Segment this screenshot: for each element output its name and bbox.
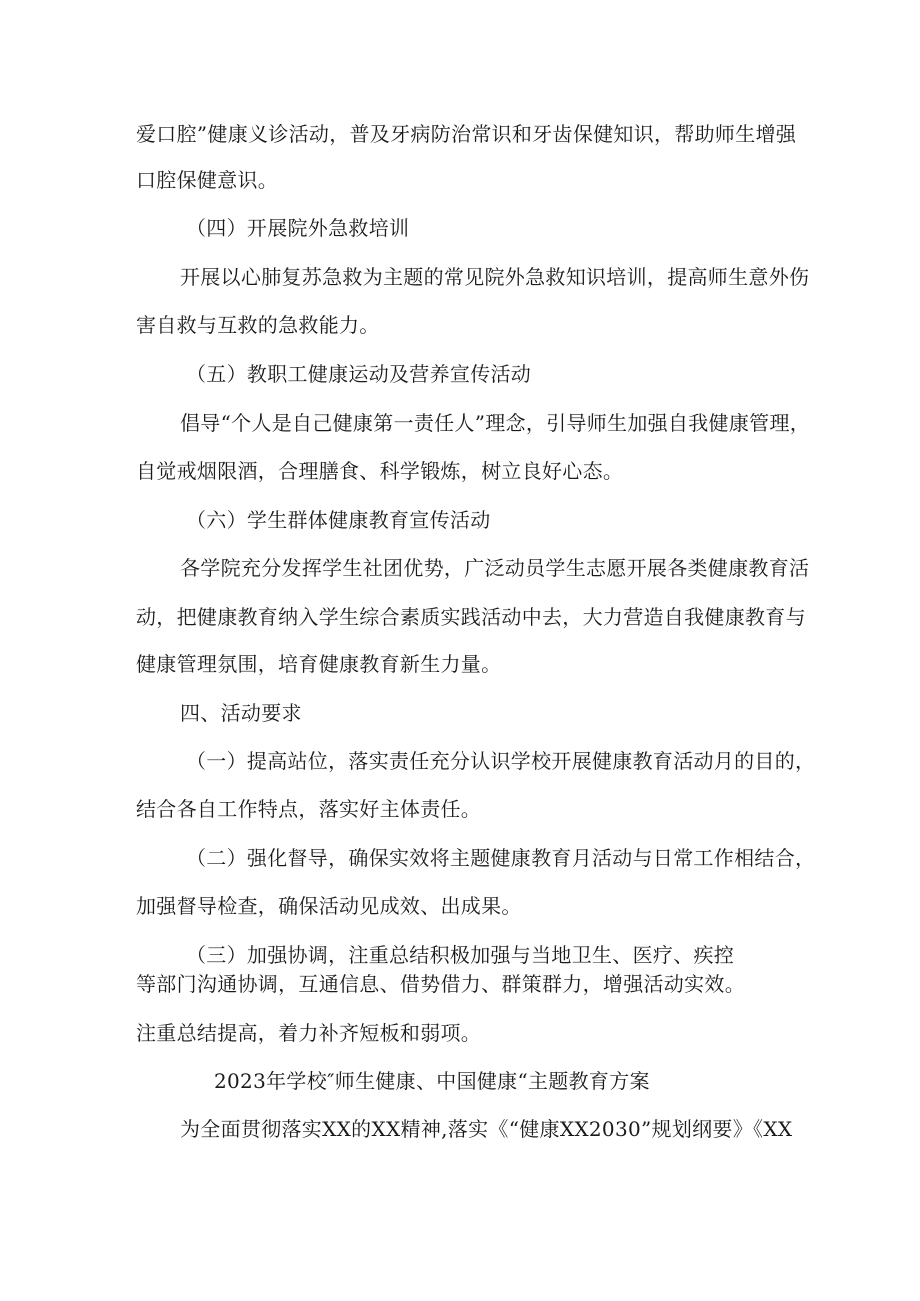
body-text-line: （二）强化督导，确保实效将主题健康教育月活动与日常工作相结合， bbox=[186, 846, 816, 870]
body-text-line: （三）加强协调，注重总结积极加强与当地卫生、医疗、疾控 bbox=[186, 943, 735, 967]
body-text-line: 加强督导检查，确保活动见成效、出成果。 bbox=[136, 894, 522, 918]
body-text-line: 开展以心肺复苏急救为主题的常见院外急救知识培训，提高师生意外伤 bbox=[180, 265, 810, 289]
body-text-line: 各学院充分发挥学生社团优势，广泛动员学生志愿开展各类健康教育活 bbox=[180, 556, 810, 580]
body-text-line: 健康管理氛围，培育健康教育新生力量。 bbox=[136, 652, 502, 676]
body-text-line: 倡导“个人是自己健康第一责任人”理念，引导师生加强自我健康管理， bbox=[180, 411, 811, 435]
section-heading: （五）教职工健康运动及营养宣传活动 bbox=[186, 362, 532, 386]
body-text-line: （一）提高站位，落实责任充分认识学校开展健康教育活动月的目的， bbox=[186, 749, 816, 773]
body-text-line: 爱口腔”健康义诊活动，普及牙病防治常识和牙齿保健知识，帮助师生增强 bbox=[136, 122, 797, 146]
document-title: 2023年学校″师生健康、中国健康“主题教育方案 bbox=[214, 1069, 650, 1093]
body-text-line: 口腔保健意识。 bbox=[136, 168, 279, 192]
body-text-line: 自觉戒烟限酒，合理膳食、科学锻炼，树立良好心态。 bbox=[136, 459, 624, 483]
section-heading: （四）开展院外急救培训 bbox=[186, 216, 410, 240]
body-text-line: 注重总结提高，着力补齐短板和弱项。 bbox=[136, 1021, 482, 1045]
section-heading: 四、活动要求 bbox=[180, 701, 302, 725]
body-text-line: 结合各自工作特点，落实好主体责任。 bbox=[136, 797, 482, 821]
body-text-line: 为全面贯彻落实XX的XX精神,落实《“健康XX2030”规划纲要》《XX bbox=[180, 1117, 793, 1141]
body-text-line: 动，把健康教育纳入学生综合素质实践活动中去，大力营造自我健康教育与 bbox=[136, 605, 806, 629]
body-text-line: 等部门沟通协调，互通信息、借势借力、群策群力，增强活动实效。 bbox=[136, 972, 745, 996]
section-heading: （六）学生群体健康教育宣传活动 bbox=[186, 508, 491, 532]
body-text-line: 害自救与互救的急救能力。 bbox=[136, 313, 380, 337]
